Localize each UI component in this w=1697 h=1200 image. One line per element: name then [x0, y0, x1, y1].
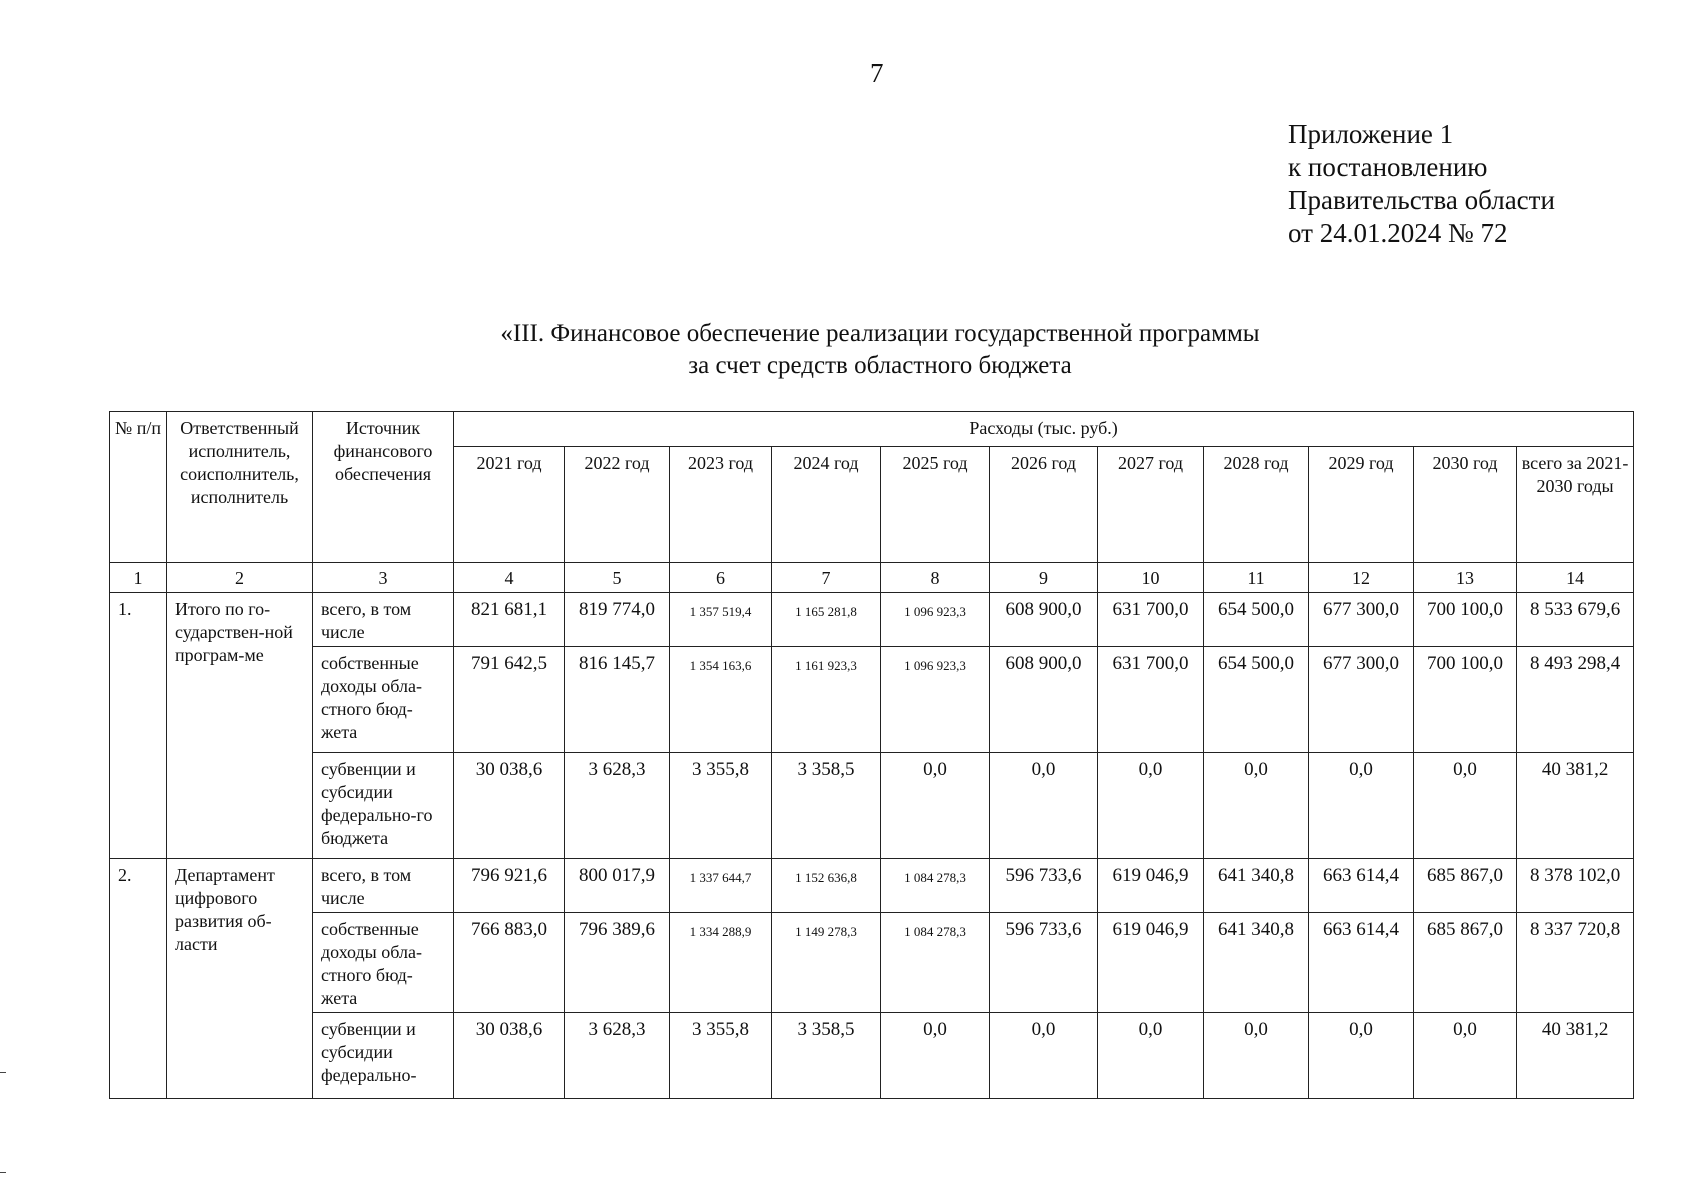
- value-cell: 3 358,5: [772, 1013, 881, 1099]
- value-cell: 3 628,3: [565, 1013, 670, 1099]
- value-cell: 677 300,0: [1309, 647, 1414, 753]
- value-cell: 0,0: [1309, 753, 1414, 859]
- value-cell: 1 354 163,6: [670, 647, 772, 753]
- header-year: 2030 год: [1414, 447, 1517, 563]
- column-index: 3: [313, 563, 454, 593]
- header-year: 2028 год: [1204, 447, 1309, 563]
- value-cell: 1 149 278,3: [772, 913, 881, 1013]
- value-cell: 1 084 278,3: [881, 859, 990, 913]
- value-cell: 1 084 278,3: [881, 913, 990, 1013]
- value-cell: 700 100,0: [1414, 593, 1517, 647]
- header-num: № п/п: [110, 412, 167, 563]
- column-index: 8: [881, 563, 990, 593]
- value-cell: 685 867,0: [1414, 913, 1517, 1013]
- section-heading: [300, 318, 1460, 382]
- table-row: [110, 913, 1634, 1013]
- value-cell: 0,0: [1414, 1013, 1517, 1099]
- header-year: 2022 год: [565, 447, 670, 563]
- value-cell: 800 017,9: [565, 859, 670, 913]
- column-index: 10: [1098, 563, 1204, 593]
- value-cell: 631 700,0: [1098, 593, 1204, 647]
- value-cell: 40 381,2: [1517, 753, 1634, 859]
- column-index: 2: [167, 563, 313, 593]
- header-year: 2024 год: [772, 447, 881, 563]
- value-cell: 0,0: [990, 1013, 1098, 1099]
- value-cell: 700 100,0: [1414, 647, 1517, 753]
- row-executor: Департамент цифрового развития об-ласти: [167, 859, 313, 1099]
- value-cell: 796 921,6: [454, 859, 565, 913]
- value-cell: 0,0: [881, 1013, 990, 1099]
- header-year: 2026 год: [990, 447, 1098, 563]
- financing-table: [109, 411, 1634, 1099]
- heading-line: за счет средств областного бюджета: [688, 352, 1072, 379]
- appendix-line: от 24.01.2024 № 72: [1288, 218, 1508, 248]
- header-year: 2021 год: [454, 447, 565, 563]
- value-cell: 0,0: [1414, 753, 1517, 859]
- column-index: 14: [1517, 563, 1634, 593]
- value-cell: 796 389,6: [565, 913, 670, 1013]
- column-index: 13: [1414, 563, 1517, 593]
- value-cell: 30 038,6: [454, 753, 565, 859]
- heading-line: «III. Финансовое обеспечение реализации государственной программы: [500, 320, 1260, 347]
- value-cell: 766 883,0: [454, 913, 565, 1013]
- value-cell: 0,0: [1098, 753, 1204, 859]
- row-executor: Итого по го-сударствен-ной програм-ме: [167, 593, 313, 859]
- table-row: [110, 1013, 1634, 1099]
- appendix-line: Приложение 1: [1288, 119, 1454, 149]
- header-total: всего за 2021-2030 годы: [1517, 447, 1634, 563]
- value-cell: 596 733,6: [990, 913, 1098, 1013]
- row-number: 1.: [110, 593, 167, 859]
- value-cell: 0,0: [881, 753, 990, 859]
- column-index: 11: [1204, 563, 1309, 593]
- scan-margin-mark: [0, 1172, 6, 1173]
- column-index: 5: [565, 563, 670, 593]
- row-source: всего, в том числе: [313, 859, 454, 913]
- value-cell: 1 357 519,4: [670, 593, 772, 647]
- value-cell: 8 337 720,8: [1517, 913, 1634, 1013]
- appendix-line: к постановлению: [1288, 152, 1488, 182]
- value-cell: 1 096 923,3: [881, 647, 990, 753]
- row-source: всего, в том числе: [313, 593, 454, 647]
- header-year: 2029 год: [1309, 447, 1414, 563]
- page-number: 7: [870, 58, 884, 88]
- value-cell: 0,0: [1204, 753, 1309, 859]
- value-cell: 677 300,0: [1309, 593, 1414, 647]
- value-cell: 0,0: [1098, 1013, 1204, 1099]
- value-cell: 1 152 636,8: [772, 859, 881, 913]
- value-cell: 1 337 644,7: [670, 859, 772, 913]
- row-source: собственные доходы обла-стного бюд-жета: [313, 647, 454, 753]
- row-source: собственные доходы обла-стного бюд-жета: [313, 913, 454, 1013]
- value-cell: 8 493 298,4: [1517, 647, 1634, 753]
- value-cell: 40 381,2: [1517, 1013, 1634, 1099]
- header-source: Источник финансового обеспечения: [313, 412, 454, 563]
- value-cell: 608 900,0: [990, 593, 1098, 647]
- value-cell: 3 358,5: [772, 753, 881, 859]
- column-index: 6: [670, 563, 772, 593]
- value-cell: 0,0: [1204, 1013, 1309, 1099]
- value-cell: 819 774,0: [565, 593, 670, 647]
- value-cell: 8 378 102,0: [1517, 859, 1634, 913]
- value-cell: 663 614,4: [1309, 913, 1414, 1013]
- column-index: 7: [772, 563, 881, 593]
- table-row: [110, 647, 1634, 753]
- value-cell: 631 700,0: [1098, 647, 1204, 753]
- value-cell: 821 681,1: [454, 593, 565, 647]
- value-cell: 1 334 288,9: [670, 913, 772, 1013]
- value-cell: 3 355,8: [670, 1013, 772, 1099]
- value-cell: 619 046,9: [1098, 859, 1204, 913]
- value-cell: 596 733,6: [990, 859, 1098, 913]
- value-cell: 1 165 281,8: [772, 593, 881, 647]
- value-cell: 1 096 923,3: [881, 593, 990, 647]
- row-source: субвенции и субсидии федерально-: [313, 1013, 454, 1099]
- header-year: 2025 год: [881, 447, 990, 563]
- value-cell: 3 355,8: [670, 753, 772, 859]
- value-cell: 641 340,8: [1204, 913, 1309, 1013]
- value-cell: 0,0: [990, 753, 1098, 859]
- value-cell: 663 614,4: [1309, 859, 1414, 913]
- row-source: субвенции и субсидии федерально-го бюджета: [313, 753, 454, 859]
- header-row: [110, 412, 1634, 447]
- value-cell: 3 628,3: [565, 753, 670, 859]
- column-index: 9: [990, 563, 1098, 593]
- column-index-row: [110, 563, 1634, 593]
- appendix-line: Правительства области: [1288, 185, 1555, 215]
- table-row: [110, 753, 1634, 859]
- value-cell: 608 900,0: [990, 647, 1098, 753]
- header-expenses: Расходы (тыс. руб.): [454, 412, 1634, 447]
- header-year: 2027 год: [1098, 447, 1204, 563]
- value-cell: 1 161 923,3: [772, 647, 881, 753]
- table-row: [110, 593, 1634, 647]
- header-executor: Ответственный исполнитель, соисполнитель, исполнитель: [167, 412, 313, 563]
- value-cell: 8 533 679,6: [1517, 593, 1634, 647]
- column-index: 1: [110, 563, 167, 593]
- value-cell: 30 038,6: [454, 1013, 565, 1099]
- value-cell: 619 046,9: [1098, 913, 1204, 1013]
- value-cell: 0,0: [1309, 1013, 1414, 1099]
- value-cell: 654 500,0: [1204, 647, 1309, 753]
- value-cell: 791 642,5: [454, 647, 565, 753]
- value-cell: 654 500,0: [1204, 593, 1309, 647]
- row-number: 2.: [110, 859, 167, 1099]
- value-cell: 641 340,8: [1204, 859, 1309, 913]
- value-cell: 685 867,0: [1414, 859, 1517, 913]
- appendix-block: [1288, 118, 1555, 250]
- table-row: [110, 859, 1634, 913]
- column-index: 4: [454, 563, 565, 593]
- column-index: 12: [1309, 563, 1414, 593]
- value-cell: 816 145,7: [565, 647, 670, 753]
- scan-margin-mark: [0, 1072, 6, 1073]
- header-year: 2023 год: [670, 447, 772, 563]
